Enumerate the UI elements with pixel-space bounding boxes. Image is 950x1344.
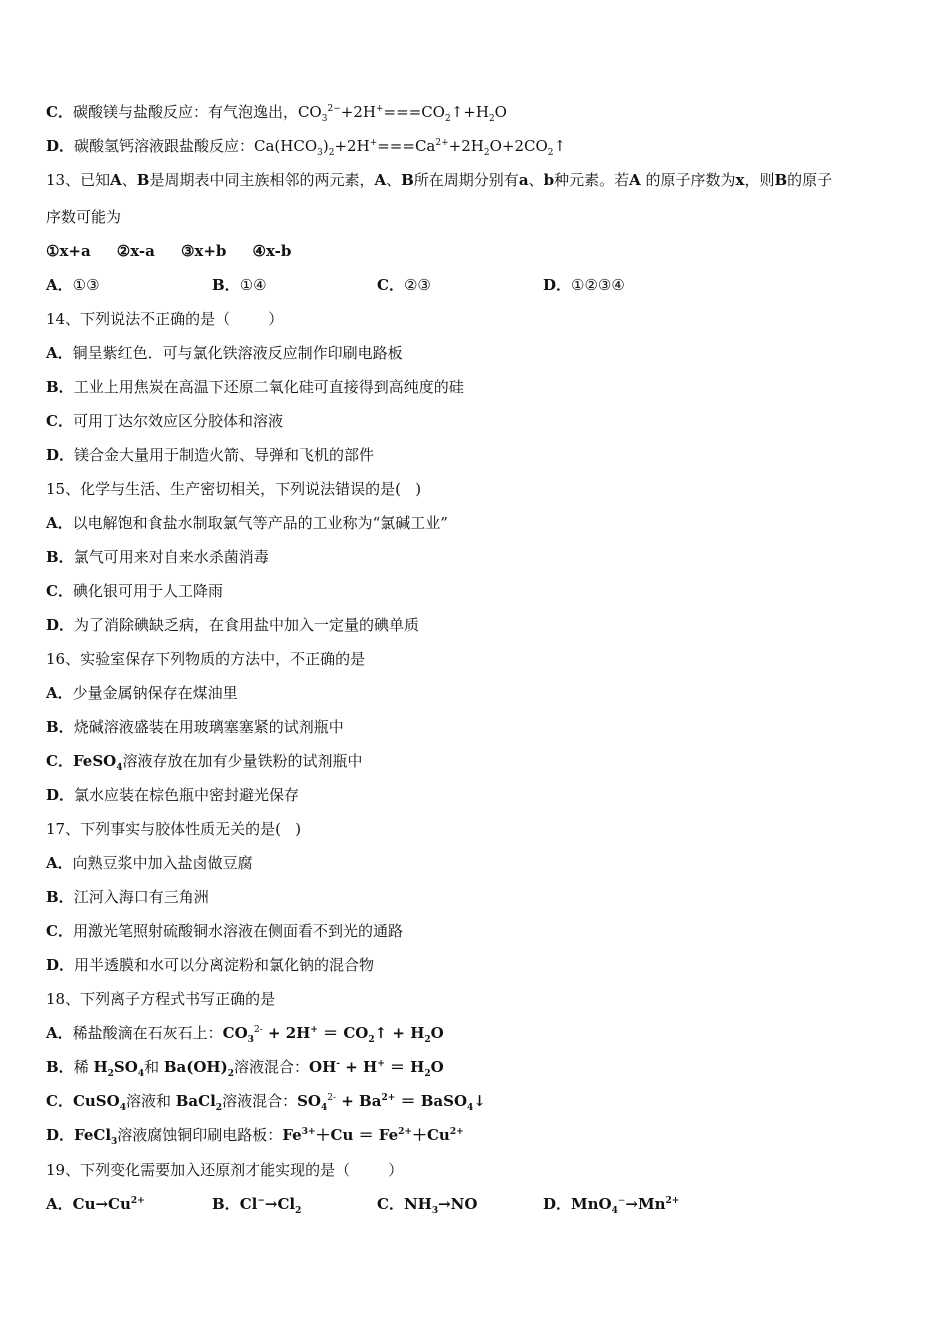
text-segment: 2 xyxy=(227,1069,234,1079)
text-line xyxy=(46,819,301,839)
text-segment: B． xyxy=(46,378,74,396)
text-segment: 13、已知 xyxy=(46,171,111,189)
text-segment: A xyxy=(629,171,641,189)
text-segment: SO xyxy=(113,1058,138,1076)
text-segment: ＝ BaSO xyxy=(395,1092,468,1110)
text-segment: 溶液和 xyxy=(125,1092,176,1110)
text-segment: - xyxy=(336,1059,340,1069)
text-segment: 15、化学与生活、生产密切相关，下列说法错误的是( ) xyxy=(46,480,422,498)
text-segment: 、 xyxy=(386,171,402,189)
text-segment: CuSO xyxy=(72,1092,120,1110)
text-segment: FeSO xyxy=(72,752,117,770)
text-segment: Fe xyxy=(282,1126,302,1144)
text-segment: A xyxy=(374,171,387,189)
text-segment: C． xyxy=(46,1092,73,1110)
text-segment: 3 xyxy=(111,1137,118,1147)
text-segment: ＝ CO xyxy=(317,1024,369,1042)
text-segment: + Ba xyxy=(336,1092,382,1110)
text-line xyxy=(46,513,448,533)
text-line xyxy=(46,751,363,771)
text-segment: 2+ xyxy=(381,1093,396,1103)
text-segment: →Mn xyxy=(625,1195,666,1213)
text-segment: O+2CO xyxy=(489,137,548,155)
text-segment: A． xyxy=(46,276,73,294)
text-segment: SO xyxy=(297,1092,321,1110)
text-segment: x xyxy=(735,171,745,189)
text-segment: 4 xyxy=(320,1103,328,1113)
text-line xyxy=(46,921,403,941)
text-segment: 19、下列变化需要加入还原剂才能实现的是（ ） xyxy=(46,1161,404,1179)
text-segment: 2− xyxy=(327,104,341,114)
text-segment: A． xyxy=(46,344,73,362)
text-segment: 氯气可用来对自来水杀菌消毒 xyxy=(73,548,269,566)
text-segment: 镁合金大量用于制造火箭、导弹和飞机的部件 xyxy=(74,446,375,464)
text-line xyxy=(46,479,421,499)
text-segment: 用半透膜和水可以分离淀粉和氯化钠的混合物 xyxy=(74,956,375,974)
text-segment: 碘化银可用于人工降雨 xyxy=(72,582,223,600)
answer-option xyxy=(543,275,625,295)
text-segment: C． xyxy=(46,752,73,770)
text-segment: b xyxy=(543,171,555,189)
text-segment: 18、下列离子方程式书写正确的是 xyxy=(46,990,276,1008)
text-segment: ①③ xyxy=(72,276,100,294)
text-segment: 少量金属钠保存在煤油里 xyxy=(72,684,238,702)
text-segment: 是周期表中同主族相邻的两元素， xyxy=(149,171,375,189)
text-segment: 2 xyxy=(444,114,451,124)
text-segment: C． xyxy=(377,1195,404,1213)
text-segment: ) xyxy=(322,137,329,155)
text-segment: 2 xyxy=(424,1035,431,1045)
text-segment: B． xyxy=(46,718,74,736)
text-segment: C． xyxy=(377,276,404,294)
text-line xyxy=(46,887,209,907)
text-segment: B． xyxy=(212,1195,240,1213)
text-segment: 江河入海口有三角洲 xyxy=(73,888,209,906)
text-segment: B． xyxy=(46,888,74,906)
answer-option xyxy=(212,1194,301,1214)
text-line xyxy=(46,1125,464,1145)
text-line xyxy=(46,136,566,156)
text-segment: + xyxy=(310,1025,318,1035)
text-segment: 种元素。若 xyxy=(554,171,630,189)
text-line xyxy=(46,1057,444,1077)
text-segment: 碳酸镁与盐酸反应：有气泡逸出，CO xyxy=(72,103,322,121)
text-segment: 4 xyxy=(116,763,123,773)
text-segment: Ba(OH) xyxy=(163,1058,228,1076)
text-segment: A． xyxy=(46,684,73,702)
text-line xyxy=(46,207,121,227)
text-segment: ↑ xyxy=(553,137,567,155)
text-segment: ===Ca xyxy=(377,137,436,155)
text-segment: H xyxy=(93,1058,108,1076)
text-segment: ，则 xyxy=(744,171,775,189)
text-segment: 3 xyxy=(431,1206,439,1216)
text-segment: a xyxy=(518,171,529,189)
text-segment: CO xyxy=(222,1024,248,1042)
text-segment: 溶液混合： xyxy=(233,1058,309,1076)
text-segment: + H xyxy=(340,1058,378,1076)
answer-option xyxy=(377,1194,477,1214)
text-line xyxy=(46,547,269,567)
text-line xyxy=(46,445,374,465)
text-segment: B xyxy=(401,171,414,189)
answer-option xyxy=(212,275,267,295)
text-segment: 2 xyxy=(488,114,495,124)
text-segment: D． xyxy=(543,276,572,294)
text-segment: 和 xyxy=(144,1058,164,1076)
text-line xyxy=(46,1023,444,1043)
text-segment: O xyxy=(430,1024,444,1042)
text-segment: 可用丁达尔效应区分胶体和溶液 xyxy=(72,412,283,430)
text-segment: B． xyxy=(46,548,74,566)
text-segment: ＋Cu ＝ Fe xyxy=(315,1126,399,1144)
text-segment: B xyxy=(136,171,150,189)
text-segment: 序数可能为 xyxy=(46,208,122,226)
text-segment: D． xyxy=(46,786,75,804)
text-segment: →Cl xyxy=(264,1195,296,1213)
answer-option xyxy=(377,275,431,295)
text-segment: O xyxy=(430,1058,444,1076)
text-segment: ＋Cu xyxy=(411,1126,450,1144)
text-segment: 4 xyxy=(611,1206,618,1216)
text-segment: A． xyxy=(46,514,73,532)
text-line xyxy=(46,989,275,1009)
text-segment: 的原子序数为 xyxy=(640,171,736,189)
text-segment: 所在周期分别有 xyxy=(413,171,519,189)
text-segment: C． xyxy=(46,412,73,430)
text-segment: NH xyxy=(403,1195,432,1213)
text-segment: B xyxy=(774,171,788,189)
text-segment: + xyxy=(369,138,378,148)
text-segment: ＝ H xyxy=(384,1058,425,1076)
text-line xyxy=(46,377,464,397)
text-segment: 14、下列说法不正确的是（ ） xyxy=(46,310,284,328)
text-segment: 16、实验室保存下列物质的方法中，不正确的是 xyxy=(46,650,366,668)
text-segment: 3 xyxy=(321,114,328,124)
text-segment: C． xyxy=(46,922,73,940)
text-segment: +2H xyxy=(334,137,370,155)
text-segment: →NO xyxy=(438,1195,478,1213)
text-segment: 稀盐酸滴在石灰石上： xyxy=(72,1024,223,1042)
text-segment: 氯水应装在棕色瓶中密封避光保存 xyxy=(74,786,300,804)
text-line xyxy=(46,649,365,669)
text-segment: +2H xyxy=(448,137,484,155)
answer-option xyxy=(46,275,100,295)
text-segment: 碳酸氢钙溶液跟盐酸反应：Ca(HCO xyxy=(74,137,318,155)
text-segment: 2 xyxy=(215,1103,223,1113)
answer-option xyxy=(46,1194,145,1214)
text-segment: 4 xyxy=(467,1103,474,1113)
text-segment: 3+ xyxy=(301,1127,316,1137)
text-segment: D． xyxy=(46,137,75,155)
text-line xyxy=(46,615,419,635)
text-segment: A． xyxy=(46,1195,73,1213)
text-segment: 溶液腐蚀铜印刷电路板： xyxy=(117,1126,283,1144)
text-line xyxy=(46,1091,486,1111)
text-segment: FeCl xyxy=(74,1126,112,1144)
text-segment: 2 xyxy=(328,148,335,158)
text-segment: ①②③④ xyxy=(571,276,625,294)
text-line xyxy=(46,785,299,805)
text-segment: C． xyxy=(46,103,73,121)
text-line xyxy=(46,853,253,873)
text-line xyxy=(46,955,374,975)
text-segment: 2+ xyxy=(449,1127,464,1137)
text-line xyxy=(46,581,223,601)
text-line xyxy=(46,170,832,190)
text-line xyxy=(46,309,283,329)
text-segment: ===CO xyxy=(383,103,445,121)
text-segment: 2- xyxy=(327,1093,337,1103)
text-segment: C． xyxy=(46,582,73,600)
text-segment: 铜呈紫红色．可与氯化铁溶液反应制作印刷电路板 xyxy=(72,344,403,362)
text-segment: B． xyxy=(212,276,240,294)
text-segment: ↓ xyxy=(473,1092,486,1110)
text-segment: 3 xyxy=(317,148,323,158)
text-segment: 2 xyxy=(368,1035,375,1045)
text-segment: D． xyxy=(46,956,75,974)
text-segment: − xyxy=(617,1196,626,1206)
text-line xyxy=(46,102,507,122)
text-segment: OH xyxy=(309,1058,337,1076)
text-segment: D． xyxy=(46,446,75,464)
text-segment: 溶液混合： xyxy=(222,1092,298,1110)
text-line xyxy=(46,717,344,737)
text-segment: + 2H xyxy=(262,1024,311,1042)
text-segment: 工业上用焦炭在高温下还原二氧化硅可直接得到高纯度的硅 xyxy=(73,378,464,396)
text-segment: + xyxy=(377,1059,385,1069)
text-line xyxy=(46,241,291,261)
text-segment: Cl xyxy=(239,1195,258,1213)
text-line xyxy=(46,411,283,431)
text-segment: 2 xyxy=(295,1206,302,1216)
text-segment: 2+ xyxy=(398,1127,412,1137)
text-segment: − xyxy=(257,1196,265,1206)
text-segment: ①x+a ②x-a ③x+b ④x-b xyxy=(46,242,292,260)
text-line xyxy=(46,1160,403,1180)
text-segment: 、 xyxy=(121,171,137,189)
text-segment: A xyxy=(110,171,122,189)
text-line xyxy=(46,683,238,703)
text-segment: 溶液存放在加有少量铁粉的试剂瓶中 xyxy=(122,752,363,770)
text-segment: 为了消除碘缺乏病，在食用盐中加入一定量的碘单质 xyxy=(74,616,420,634)
text-segment: A． xyxy=(46,1024,73,1042)
text-segment: B． xyxy=(46,1058,74,1076)
text-segment: 3 xyxy=(247,1035,254,1045)
text-segment: ↑ + H xyxy=(374,1024,425,1042)
text-segment: 的原子 xyxy=(787,171,833,189)
text-segment: +2H xyxy=(340,103,376,121)
text-segment: 2- xyxy=(253,1025,263,1035)
text-segment: ①④ xyxy=(239,276,267,294)
text-segment: Cu→Cu xyxy=(72,1195,131,1213)
text-segment: 4 xyxy=(137,1069,145,1079)
text-segment: D． xyxy=(46,1126,75,1144)
text-segment: 烧碱溶液盛装在用玻璃塞塞紧的试剂瓶中 xyxy=(73,718,344,736)
text-segment: 4 xyxy=(119,1103,126,1113)
text-segment: 稀 xyxy=(73,1058,94,1076)
text-segment: MnO xyxy=(571,1195,612,1213)
text-segment: D． xyxy=(46,616,75,634)
text-segment: 2+ xyxy=(130,1196,145,1206)
text-segment: 用激光笔照射硫酸铜水溶液在侧面看不到光的通路 xyxy=(72,922,403,940)
text-segment: + xyxy=(375,104,384,114)
text-segment: 以电解饱和食盐水制取氯气等产品的工业称为“氯碱工业” xyxy=(72,514,448,532)
text-segment: BaCl xyxy=(175,1092,216,1110)
answer-option xyxy=(543,1194,679,1214)
text-segment: ↑+H xyxy=(450,103,489,121)
text-segment: 2 xyxy=(424,1069,431,1079)
text-segment: 2 xyxy=(107,1069,114,1079)
text-segment: 向熟豆浆中加入盐卤做豆腐 xyxy=(72,854,253,872)
text-segment: 2+ xyxy=(435,138,449,148)
text-segment: 、 xyxy=(528,171,544,189)
text-segment: 2 xyxy=(483,148,490,158)
text-line xyxy=(46,343,403,363)
text-segment: 2+ xyxy=(665,1196,680,1206)
text-segment: 17、下列事实与胶体性质无关的是( ) xyxy=(46,820,302,838)
text-segment: D． xyxy=(543,1195,572,1213)
text-segment: 2 xyxy=(547,148,554,158)
text-segment: ②③ xyxy=(403,276,431,294)
text-segment: O xyxy=(494,103,507,121)
text-segment: A． xyxy=(46,854,73,872)
